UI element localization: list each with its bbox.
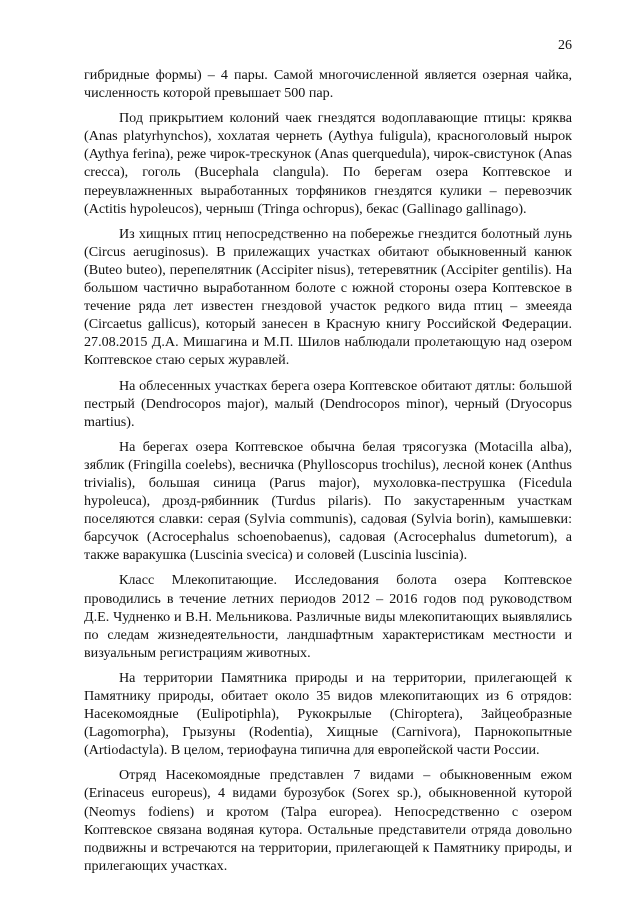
page-number: 26 — [558, 38, 572, 53]
paragraph: Отряд Насекомоядные представлен 7 видами – обыкновенным ежом (Erinaceus europeus), 4 видами бурозубок (Sorex sp.), обыкновенной куторой (Neomys fodiens) и кротом (Talpa europea). Непосредственно с озером Коптевское связана водяная кутора. Остальные представители отряда довольно подвижны и встречаются на территории, прилегающей к Памятнику природы, и прилегающих участках. — [84, 767, 572, 874]
paragraph: гибридные формы) – 4 пары. Самой многочисленной является озерная чайка, численность которой превышает 500 пар. — [84, 67, 572, 102]
paragraph: На облесенных участках берега озера Коптевское обитают дятлы: большой пестрый (Dendrocopos major), малый (Dendrocopos minor), черный (Dryocopus martius). — [84, 377, 572, 430]
paragraph: На территории Памятника природы и на территории, прилегающей к Памятнику природы, обитает около 35 видов млекопитающих из 6 отрядов: Насекомоядные (Eulipotiphla), Рукокрылые (Chiroptera), Зайцеобразные (Lagomorpha), Грызуны (Rodentia), Хищные (Carnivora), Парнокопытные (Artiodactyla). В целом, териофауна типична для европейской части России. — [84, 669, 572, 759]
paragraph: На берегах озера Коптевское обычна белая трясогузка (Motacilla alba), зяблик (Fringilla coelebs), весничка (Phylloscopus trochilus), лесной конек (Anthus trivialis), большая синица (Parus major), мухоловка-пеструшка (Ficedula hypoleuca), дрозд-рябинник (Turdus pilaris). По закустаренным участкам поселяются славки: серая (Sylvia communis), садовая (Sylvia borin), камышевки: барсучок (Acrocephalus schoenobaenus), садовая (Acrocephalus dumetorum), а также варакушка (Luscinia svecica) и соловей (Luscinia luscinia). — [84, 438, 572, 564]
paragraph: Под прикрытием колоний чаек гнездятся водоплавающие птицы: кряква (Anas platyrhynchos), хохлатая чернеть (Aythya fuligula), красноголовый нырок (Aythya ferina), реже чирок-трескунок (Anas querquedula), чирок-свистунок (Anas crecca), гоголь (Bucephala clangula). По берегам озера Коптевское и переувлажненных выработанных торфяников гнездятся кулики – перевозчик (Actitis hypoleucos), черныш (Tringa ochropus), бекас (Gallinago gallinago). — [84, 110, 572, 217]
document-body — [84, 66, 572, 882]
paragraph: Класс Млекопитающие. Исследования болота озера Коптевское проводились в течение летних периодов 2012 – 2016 годов под руководством Д.Е. Чудненко и В.Н. Мельникова. Различные виды млекопитающих выявлялись по следам жизнедеятельности, ландшафтным характеристикам местности и визуальным регистрациям животных. — [84, 572, 572, 661]
paragraph: Из хищных птиц непосредственно на побережье гнездится болотный лунь (Circus aeruginosus). В прилежащих участках обитают обыкновенный канюк (Buteo buteo), перепелятник (Accipiter nisus), тетеревятник (Accipiter gentilis). На большом частично выработанном болоте с южной стороны озера Коптевское в течение ряда лет известен гнездовой участок редкого вида птиц – змееяда (Circaetus gallicus), который занесен в Красную книгу Российской Федерации. 27.08.2015 Д.А. Мишагина и М.П. Шилов наблюдали пролетающую над озером Коптевское стаю серых журавлей. — [84, 225, 572, 369]
